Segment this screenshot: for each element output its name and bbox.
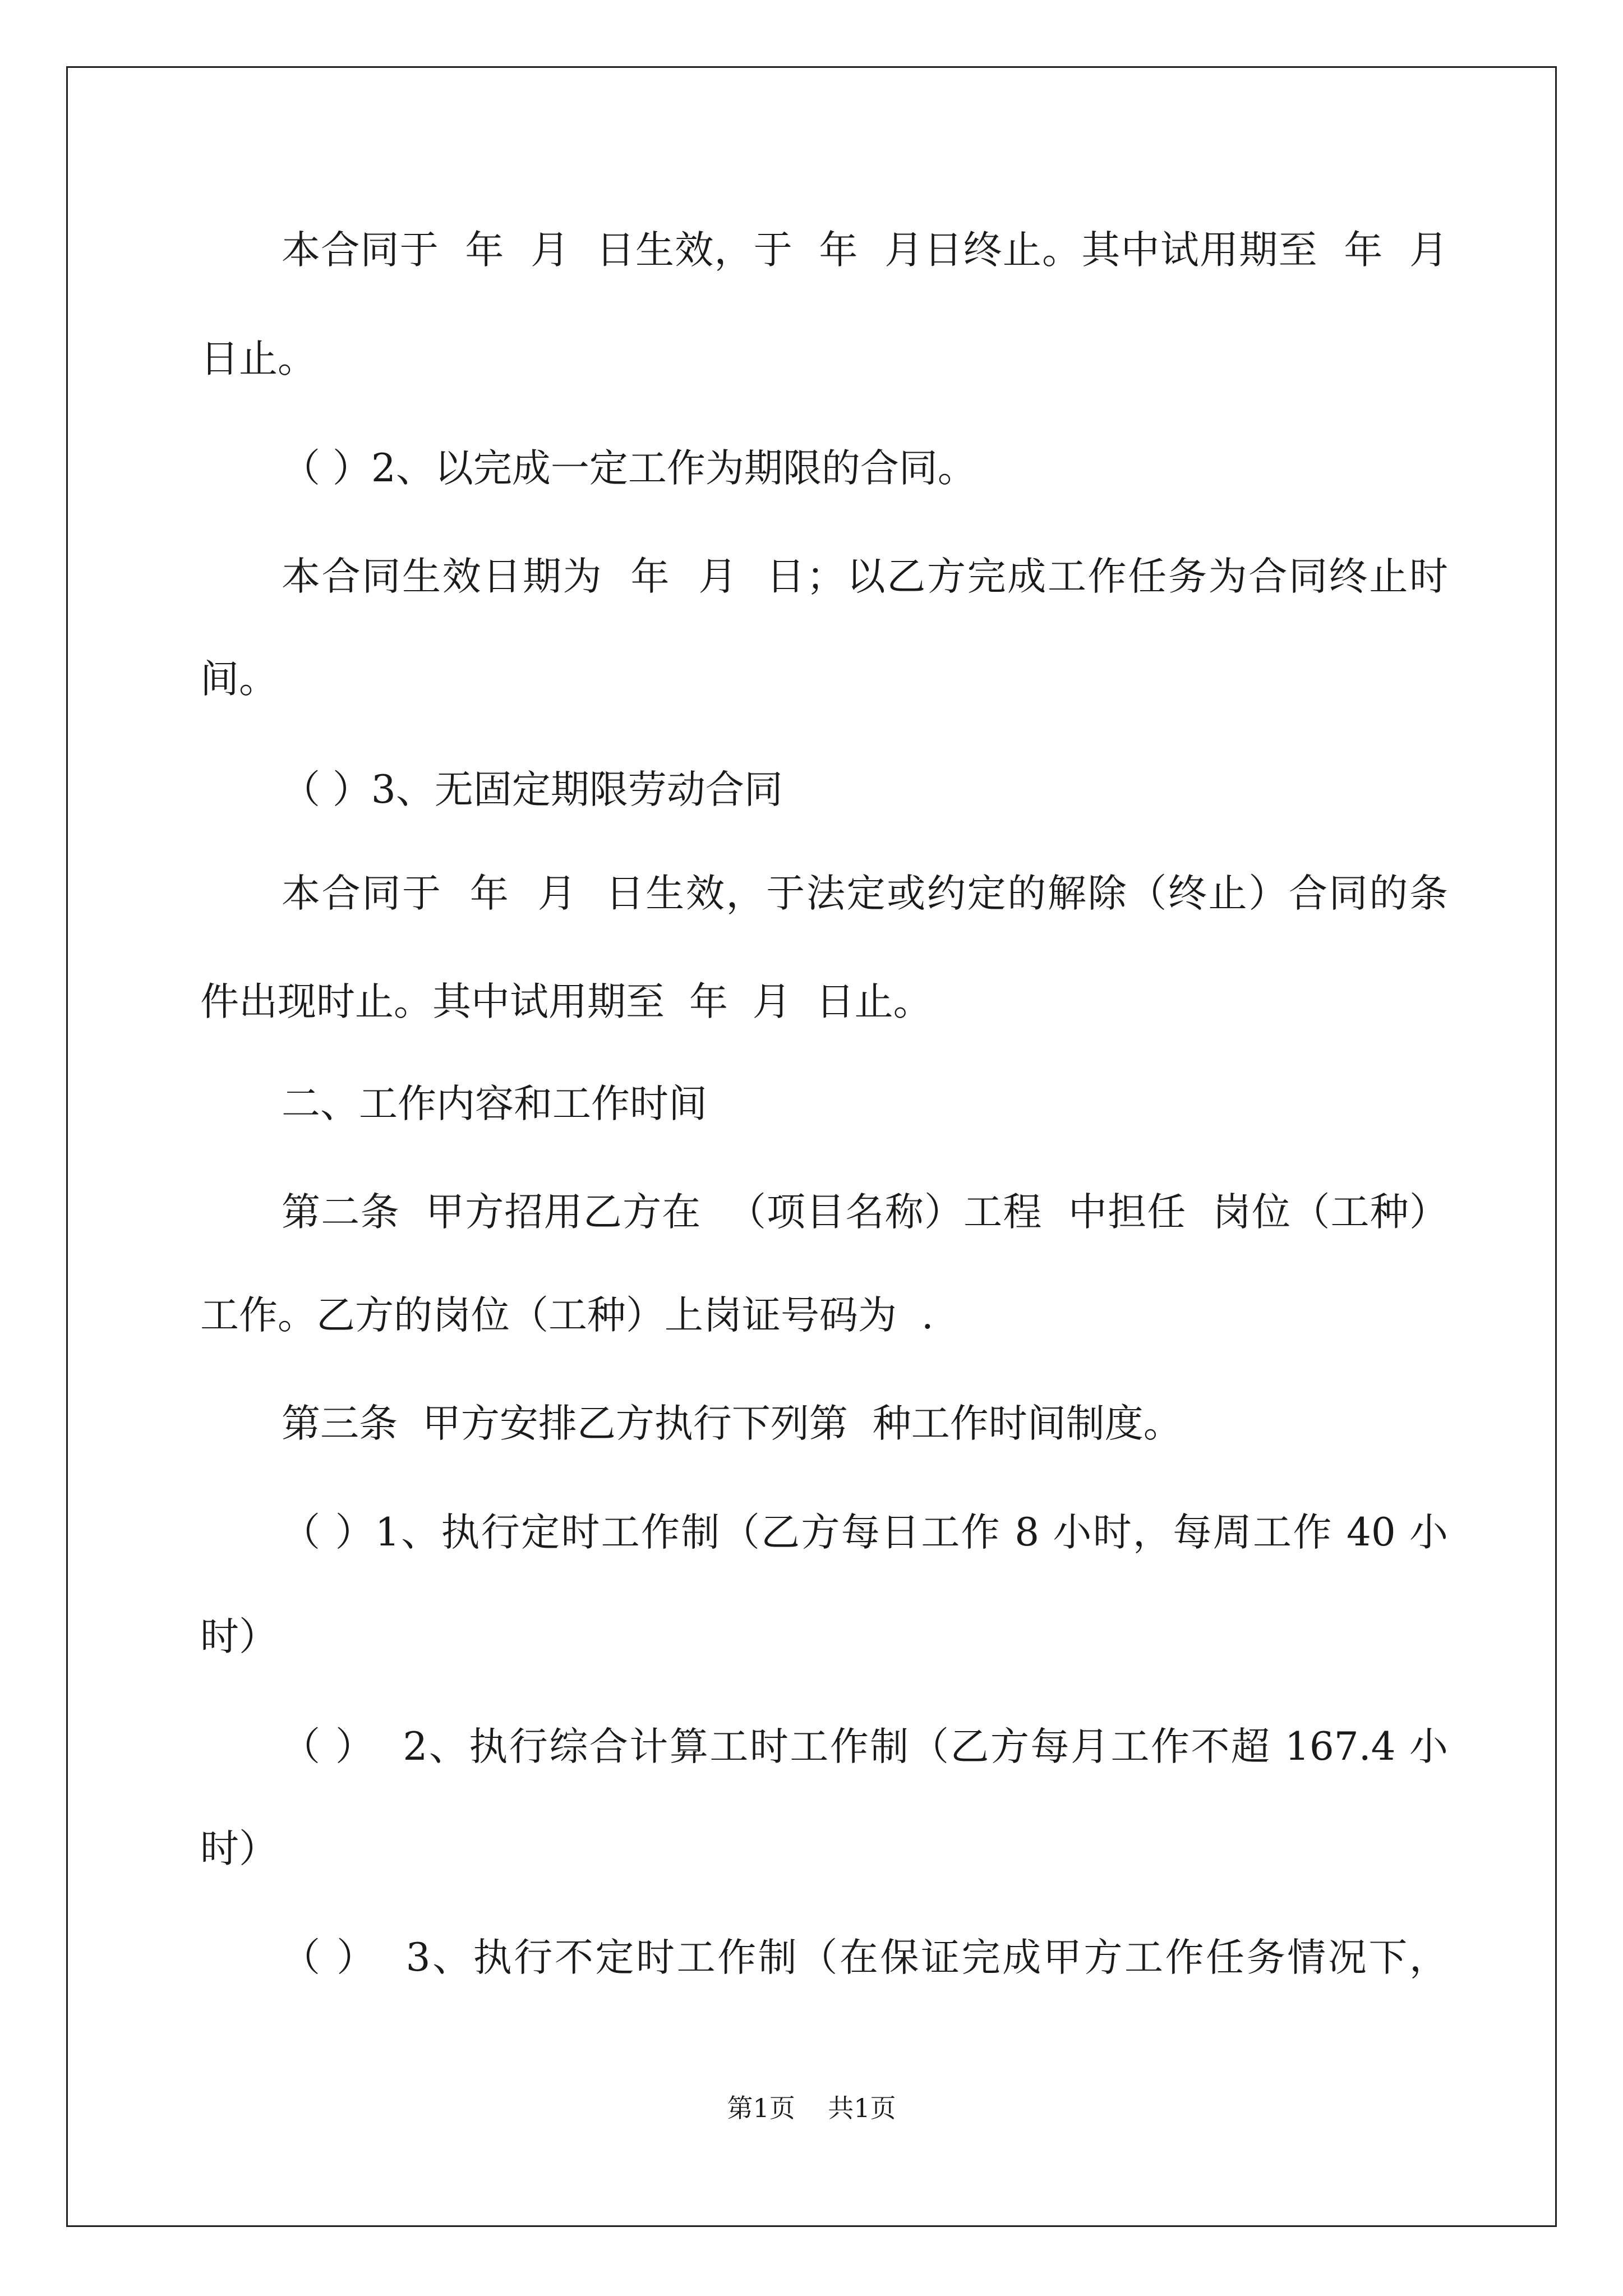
paragraph-line: （ ） 2、执行综合计算工时工作制（乙方每月工作不超 167.4 小 [282, 1724, 1448, 1769]
paragraph-line: 件出现时止。其中试用期至 年 月 日止。 [200, 979, 932, 1024]
paragraph-line: 本合同于 年 月 日生效，于法定或约定的解除（终止）合同的条 [282, 871, 1448, 916]
section-heading: 二、工作内容和工作时间 [282, 1082, 707, 1126]
paragraph-line: （ ）3、无固定期限劳动合同 [282, 767, 783, 812]
paragraph-line: 第二条 甲方招用乙方在 （项目名称）工程 中担任 岗位（工种） [282, 1190, 1448, 1235]
paragraph-line: 时） [200, 1614, 278, 1659]
paragraph-line: 本合同于 年 月 日生效，于 年 月日终止。其中试用期至 年 月 [282, 228, 1448, 273]
paragraph-line: 工作。乙方的岗位（工种）上岗证号码为 . [200, 1293, 934, 1338]
paragraph-line: 本合同生效日期为 年 月 日；以乙方完成工作任务为合同终止时 [282, 554, 1448, 599]
paragraph-line: （ ）2、以完成一定工作为期限的合同。 [282, 446, 976, 491]
paragraph-line: 间。 [200, 657, 278, 702]
paragraph-line: 第三条 甲方安排乙方执行下列第 种工作时间制度。 [282, 1401, 1182, 1446]
paragraph-line: 日止。 [200, 337, 316, 381]
page-number-footer: 第1页 共1页 [727, 2093, 896, 2123]
paragraph-line: （ ）1、执行定时工作制（乙方每日工作 8 小时，每周工作 40 小 [282, 1510, 1448, 1555]
paragraph-line: （ ） 3、执行不定时工作制（在保证完成甲方工作任务情况下， [282, 1935, 1448, 1980]
page-border [66, 66, 1557, 2227]
paragraph-line: 时） [200, 1826, 278, 1871]
